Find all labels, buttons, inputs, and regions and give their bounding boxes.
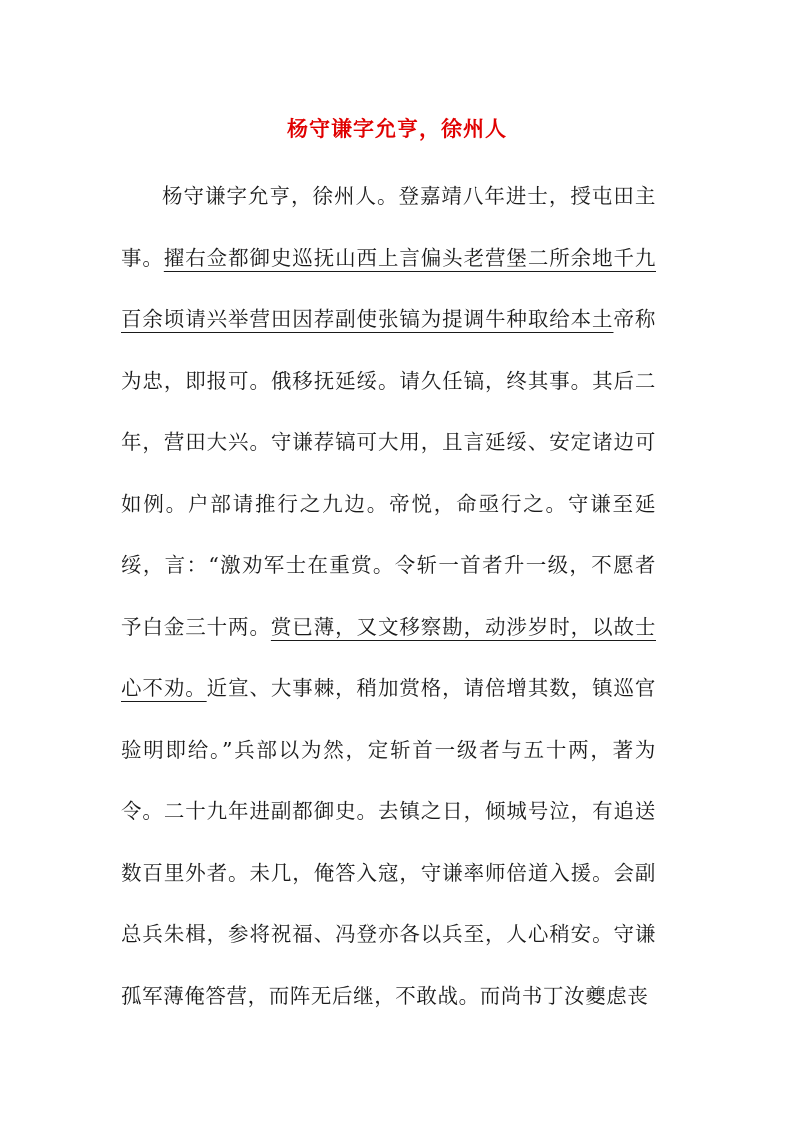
body-segment-1: 杨守谦字允亨，徐州人。登嘉靖八年进士，授屯田主事。 (121, 184, 656, 270)
document-body (121, 166, 656, 1027)
body-segment-2: 帝称为忠，即报可。俄移抚延绥。请久任镐，终其事。其后二年，营田大兴。守谦荐镐可大用，且言延绥、安定诸边可如例。户部请推行之九边。帝悦，命亟行之。守谦至延绥，言：“激劝军士在重赏。令斩一首者升一级，不愿者予白金三十两。 (121, 307, 656, 639)
document-title: 杨守谦字允亨，徐州人 (287, 116, 507, 141)
body-segment-underlined-1: 擢右佥都御史巡抚山西上言偏头老营堡二所余地千九百余顷请兴举营田因荐副使张镐为提调牛种取给本土 (121, 245, 656, 331)
body-segment-underlined-2: 赏已薄，又文移察勘，动涉岁时，以故士心不劝。 (121, 614, 656, 700)
body-segment-3: 近宣、大事棘，稍加赏格，请倍增其数，镇巡官验明即给。”兵部以为然，定斩首一级者与五十两，著为令。二十九年进副都御史。去镇之日，倾城号泣，有追送数百里外者。未几，俺答入寇，守谦率师倍道入援。会副总兵朱楫，参将祝福、冯登亦各以兵至，人心稍安。守谦孤军薄俺答营，而阵无后继，不敢战。而尚书丁汝夔虑丧 (121, 676, 656, 1008)
